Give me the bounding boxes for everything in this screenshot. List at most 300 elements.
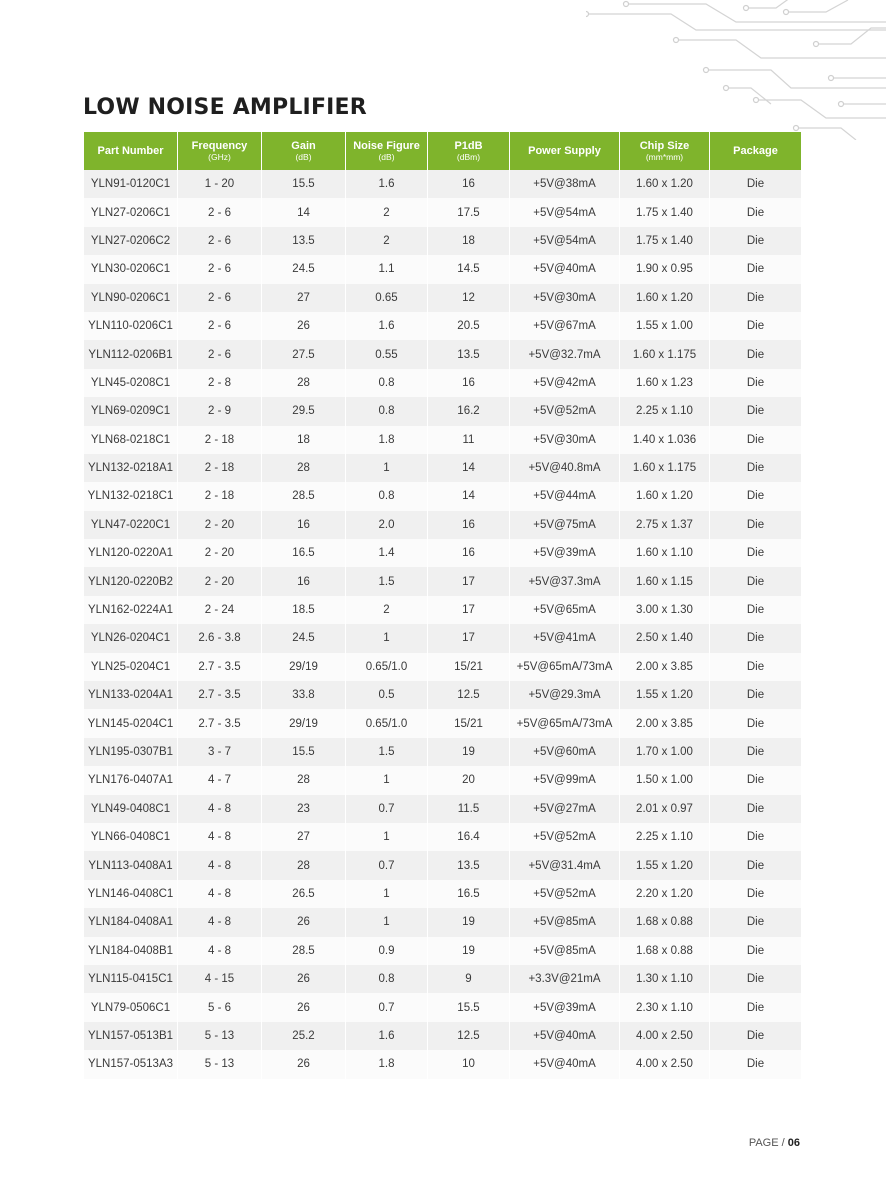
frequency-cell: 2 - 6	[178, 198, 262, 226]
p1db-cell: 14	[428, 454, 510, 482]
table-row	[84, 624, 801, 652]
p1db-cell: 16.2	[428, 397, 510, 425]
column-header-unit: (mm*mm)	[645, 152, 684, 162]
part-number-cell: YLN79-0506C1	[84, 993, 178, 1021]
noise-figure-cell: 0.7	[346, 795, 428, 823]
gain-cell: 23	[262, 795, 346, 823]
package-cell: Die	[710, 227, 801, 255]
frequency-cell: 4 - 8	[178, 937, 262, 965]
gain-cell: 28	[262, 766, 346, 794]
package-cell: Die	[710, 312, 801, 340]
chip-size-cell: 2.30 x 1.10	[620, 993, 710, 1021]
noise-figure-cell: 0.8	[346, 965, 428, 993]
noise-figure-cell: 0.7	[346, 851, 428, 879]
table-row	[84, 1050, 801, 1078]
chip-size-cell: 1.60 x 1.10	[620, 539, 710, 567]
gain-cell: 26	[262, 965, 346, 993]
p1db-cell: 16	[428, 369, 510, 397]
chip-size-cell: 1.30 x 1.10	[620, 965, 710, 993]
column-header	[428, 132, 510, 170]
chip-size-cell: 1.60 x 1.20	[620, 482, 710, 510]
package-cell: Die	[710, 653, 801, 681]
frequency-cell: 2.7 - 3.5	[178, 681, 262, 709]
gain-cell: 27	[262, 823, 346, 851]
frequency-cell: 4 - 8	[178, 908, 262, 936]
frequency-cell: 2 - 20	[178, 511, 262, 539]
power-supply-cell: +5V@52mA	[510, 397, 620, 425]
gain-cell: 27	[262, 284, 346, 312]
part-number-cell: YLN157-0513A3	[84, 1050, 178, 1078]
frequency-cell: 2 - 6	[178, 340, 262, 368]
p1db-cell: 17	[428, 596, 510, 624]
power-supply-cell: +5V@29.3mA	[510, 681, 620, 709]
package-cell: Die	[710, 823, 801, 851]
column-header-label: Noise Figure	[353, 140, 420, 152]
gain-cell: 29/19	[262, 653, 346, 681]
part-number-cell: YLN27-0206C1	[84, 198, 178, 226]
noise-figure-cell: 1.5	[346, 567, 428, 595]
power-supply-cell: +5V@54mA	[510, 227, 620, 255]
chip-size-cell: 1.68 x 0.88	[620, 908, 710, 936]
package-cell: Die	[710, 255, 801, 283]
part-number-cell: YLN184-0408A1	[84, 908, 178, 936]
frequency-cell: 2 - 24	[178, 596, 262, 624]
gain-cell: 13.5	[262, 227, 346, 255]
power-supply-cell: +5V@85mA	[510, 908, 620, 936]
table-row	[84, 284, 801, 312]
frequency-cell: 2 - 6	[178, 284, 262, 312]
table-row	[84, 908, 801, 936]
p1db-cell: 18	[428, 227, 510, 255]
gain-cell: 15.5	[262, 738, 346, 766]
part-number-cell: YLN132-0218C1	[84, 482, 178, 510]
chip-size-cell: 1.68 x 0.88	[620, 937, 710, 965]
frequency-cell: 4 - 8	[178, 851, 262, 879]
column-header-label: Chip Size	[639, 140, 690, 152]
power-supply-cell: +5V@65mA/73mA	[510, 653, 620, 681]
part-number-cell: YLN113-0408A1	[84, 851, 178, 879]
part-number-cell: YLN176-0407A1	[84, 766, 178, 794]
gain-cell: 28	[262, 369, 346, 397]
part-number-cell: YLN162-0224A1	[84, 596, 178, 624]
gain-cell: 26	[262, 993, 346, 1021]
part-number-cell: YLN45-0208C1	[84, 369, 178, 397]
noise-figure-cell: 2	[346, 198, 428, 226]
chip-size-cell: 4.00 x 2.50	[620, 1022, 710, 1050]
frequency-cell: 4 - 8	[178, 795, 262, 823]
noise-figure-cell: 0.65	[346, 284, 428, 312]
column-header-unit: (dB)	[378, 152, 395, 162]
part-number-cell: YLN132-0218A1	[84, 454, 178, 482]
frequency-cell: 2.6 - 3.8	[178, 624, 262, 652]
part-number-cell: YLN110-0206C1	[84, 312, 178, 340]
package-cell: Die	[710, 539, 801, 567]
noise-figure-cell: 1.6	[346, 1022, 428, 1050]
noise-figure-cell: 2.0	[346, 511, 428, 539]
chip-size-cell: 2.50 x 1.40	[620, 624, 710, 652]
frequency-cell: 2.7 - 3.5	[178, 709, 262, 737]
column-header-label: Part Number	[97, 145, 164, 157]
p1db-cell: 15.5	[428, 993, 510, 1021]
page-number	[749, 1137, 800, 1149]
noise-figure-cell: 2	[346, 227, 428, 255]
p1db-cell: 20	[428, 766, 510, 794]
gain-cell: 29.5	[262, 397, 346, 425]
gain-cell: 24.5	[262, 255, 346, 283]
column-header	[346, 132, 428, 170]
noise-figure-cell: 0.8	[346, 482, 428, 510]
table-row	[84, 454, 801, 482]
gain-cell: 28.5	[262, 937, 346, 965]
p1db-cell: 17	[428, 624, 510, 652]
noise-figure-cell: 1.8	[346, 1050, 428, 1078]
part-number-cell: YLN30-0206C1	[84, 255, 178, 283]
frequency-cell: 4 - 7	[178, 766, 262, 794]
noise-figure-cell: 0.9	[346, 937, 428, 965]
part-number-cell: YLN133-0204A1	[84, 681, 178, 709]
p1db-cell: 13.5	[428, 851, 510, 879]
table-row	[84, 795, 801, 823]
noise-figure-cell: 2	[346, 596, 428, 624]
frequency-cell: 2 - 8	[178, 369, 262, 397]
power-supply-cell: +5V@54mA	[510, 198, 620, 226]
frequency-cell: 4 - 8	[178, 823, 262, 851]
part-number-cell: YLN25-0204C1	[84, 653, 178, 681]
table-row	[84, 511, 801, 539]
chip-size-cell: 1.70 x 1.00	[620, 738, 710, 766]
power-supply-cell: +5V@39mA	[510, 539, 620, 567]
power-supply-cell: +5V@38mA	[510, 170, 620, 198]
column-header-unit: (dBm)	[456, 152, 481, 162]
noise-figure-cell: 1	[346, 624, 428, 652]
frequency-cell: 2 - 6	[178, 227, 262, 255]
power-supply-cell: +5V@75mA	[510, 511, 620, 539]
noise-figure-cell: 0.7	[346, 993, 428, 1021]
chip-size-cell: 2.00 x 3.85	[620, 653, 710, 681]
frequency-cell: 5 - 6	[178, 993, 262, 1021]
table-row	[84, 170, 801, 198]
frequency-cell: 2 - 20	[178, 567, 262, 595]
chip-size-cell: 2.01 x 0.97	[620, 795, 710, 823]
gain-cell: 18	[262, 426, 346, 454]
package-cell: Die	[710, 880, 801, 908]
noise-figure-cell: 0.8	[346, 369, 428, 397]
power-supply-cell: +5V@39mA	[510, 993, 620, 1021]
table-row	[84, 426, 801, 454]
noise-figure-cell: 1	[346, 908, 428, 936]
frequency-cell: 2 - 6	[178, 255, 262, 283]
power-supply-cell: +5V@67mA	[510, 312, 620, 340]
power-supply-cell: +5V@99mA	[510, 766, 620, 794]
frequency-cell: 3 - 7	[178, 738, 262, 766]
package-cell: Die	[710, 596, 801, 624]
package-cell: Die	[710, 766, 801, 794]
power-supply-cell: +5V@37.3mA	[510, 567, 620, 595]
chip-size-cell: 1.90 x 0.95	[620, 255, 710, 283]
p1db-cell: 13.5	[428, 340, 510, 368]
gain-cell: 29/19	[262, 709, 346, 737]
table-row	[84, 369, 801, 397]
chip-size-cell: 1.60 x 1.20	[620, 284, 710, 312]
column-header-label: P1dB	[454, 140, 483, 152]
noise-figure-cell: 1	[346, 823, 428, 851]
chip-size-cell: 2.00 x 3.85	[620, 709, 710, 737]
table-row	[84, 312, 801, 340]
p1db-cell: 11	[428, 426, 510, 454]
power-supply-cell: +5V@40mA	[510, 1022, 620, 1050]
power-supply-cell: +5V@40.8mA	[510, 454, 620, 482]
p1db-cell: 12.5	[428, 681, 510, 709]
frequency-cell: 2 - 6	[178, 312, 262, 340]
power-supply-cell: +5V@40mA	[510, 255, 620, 283]
table-row	[84, 965, 801, 993]
part-number-cell: YLN115-0415C1	[84, 965, 178, 993]
column-header	[620, 132, 710, 170]
gain-cell: 28	[262, 454, 346, 482]
gain-cell: 24.5	[262, 624, 346, 652]
table-row	[84, 227, 801, 255]
noise-figure-cell: 1.1	[346, 255, 428, 283]
part-number-cell: YLN91-0120C1	[84, 170, 178, 198]
frequency-cell: 2 - 18	[178, 482, 262, 510]
table-row	[84, 397, 801, 425]
power-supply-cell: +5V@27mA	[510, 795, 620, 823]
table-row	[84, 993, 801, 1021]
gain-cell: 16	[262, 511, 346, 539]
power-supply-cell: +5V@65mA/73mA	[510, 709, 620, 737]
p1db-cell: 16	[428, 511, 510, 539]
gain-cell: 26.5	[262, 880, 346, 908]
table-body	[84, 170, 801, 1079]
package-cell: Die	[710, 1022, 801, 1050]
circuit-lines-icon	[586, 0, 886, 140]
package-cell: Die	[710, 908, 801, 936]
spec-table	[84, 132, 801, 1079]
part-number-cell: YLN90-0206C1	[84, 284, 178, 312]
part-number-cell: YLN26-0204C1	[84, 624, 178, 652]
noise-figure-cell: 1.8	[346, 426, 428, 454]
column-header-label: Frequency	[191, 140, 248, 152]
chip-size-cell: 1.50 x 1.00	[620, 766, 710, 794]
gain-cell: 28.5	[262, 482, 346, 510]
gain-cell: 26	[262, 1050, 346, 1078]
package-cell: Die	[710, 170, 801, 198]
part-number-cell: YLN27-0206C2	[84, 227, 178, 255]
package-cell: Die	[710, 369, 801, 397]
gain-cell: 26	[262, 312, 346, 340]
package-cell: Die	[710, 624, 801, 652]
package-cell: Die	[710, 937, 801, 965]
table-row	[84, 738, 801, 766]
p1db-cell: 20.5	[428, 312, 510, 340]
p1db-cell: 12	[428, 284, 510, 312]
frequency-cell: 2 - 18	[178, 454, 262, 482]
frequency-cell: 5 - 13	[178, 1022, 262, 1050]
power-supply-cell: +5V@31.4mA	[510, 851, 620, 879]
chip-size-cell: 2.75 x 1.37	[620, 511, 710, 539]
table-row	[84, 681, 801, 709]
package-cell: Die	[710, 795, 801, 823]
frequency-cell: 4 - 8	[178, 880, 262, 908]
part-number-cell: YLN66-0408C1	[84, 823, 178, 851]
page-number-value: 06	[787, 1137, 800, 1149]
p1db-cell: 11.5	[428, 795, 510, 823]
frequency-cell: 4 - 15	[178, 965, 262, 993]
chip-size-cell: 2.25 x 1.10	[620, 397, 710, 425]
package-cell: Die	[710, 284, 801, 312]
table-row	[84, 539, 801, 567]
package-cell: Die	[710, 993, 801, 1021]
package-cell: Die	[710, 1050, 801, 1078]
part-number-cell: YLN145-0204C1	[84, 709, 178, 737]
page-title: LOW NOISE AMPLIFIER	[83, 95, 367, 120]
noise-figure-cell: 1	[346, 880, 428, 908]
noise-figure-cell: 0.8	[346, 397, 428, 425]
p1db-cell: 19	[428, 937, 510, 965]
noise-figure-cell: 1.5	[346, 738, 428, 766]
page-label: PAGE /	[748, 1137, 788, 1149]
noise-figure-cell: 1	[346, 454, 428, 482]
chip-size-cell: 1.40 x 1.036	[620, 426, 710, 454]
gain-cell: 14	[262, 198, 346, 226]
p1db-cell: 17	[428, 567, 510, 595]
gain-cell: 18.5	[262, 596, 346, 624]
package-cell: Die	[710, 709, 801, 737]
power-supply-cell: +3.3V@21mA	[510, 965, 620, 993]
p1db-cell: 10	[428, 1050, 510, 1078]
noise-figure-cell: 0.5	[346, 681, 428, 709]
column-header-label: Gain	[291, 140, 316, 152]
gain-cell: 16.5	[262, 539, 346, 567]
noise-figure-cell: 0.55	[346, 340, 428, 368]
power-supply-cell: +5V@52mA	[510, 880, 620, 908]
chip-size-cell: 1.55 x 1.20	[620, 851, 710, 879]
part-number-cell: YLN47-0220C1	[84, 511, 178, 539]
table-row	[84, 255, 801, 283]
power-supply-cell: +5V@30mA	[510, 284, 620, 312]
package-cell: Die	[710, 851, 801, 879]
chip-size-cell: 1.60 x 1.15	[620, 567, 710, 595]
table-row	[84, 937, 801, 965]
table-row	[84, 653, 801, 681]
part-number-cell: YLN112-0206B1	[84, 340, 178, 368]
table-row	[84, 823, 801, 851]
power-supply-cell: +5V@52mA	[510, 823, 620, 851]
part-number-cell: YLN146-0408C1	[84, 880, 178, 908]
chip-size-cell: 4.00 x 2.50	[620, 1050, 710, 1078]
package-cell: Die	[710, 397, 801, 425]
chip-size-cell: 3.00 x 1.30	[620, 596, 710, 624]
package-cell: Die	[710, 454, 801, 482]
p1db-cell: 16	[428, 539, 510, 567]
column-header	[710, 132, 801, 170]
package-cell: Die	[710, 198, 801, 226]
gain-cell: 25.2	[262, 1022, 346, 1050]
p1db-cell: 12.5	[428, 1022, 510, 1050]
gain-cell: 33.8	[262, 681, 346, 709]
noise-figure-cell: 1.4	[346, 539, 428, 567]
part-number-cell: YLN68-0218C1	[84, 426, 178, 454]
package-cell: Die	[710, 738, 801, 766]
p1db-cell: 17.5	[428, 198, 510, 226]
gain-cell: 16	[262, 567, 346, 595]
noise-figure-cell: 1.6	[346, 312, 428, 340]
package-cell: Die	[710, 426, 801, 454]
gain-cell: 15.5	[262, 170, 346, 198]
p1db-cell: 19	[428, 908, 510, 936]
table-row	[84, 198, 801, 226]
package-cell: Die	[710, 482, 801, 510]
power-supply-cell: +5V@65mA	[510, 596, 620, 624]
header-row	[84, 132, 801, 170]
part-number-cell: YLN157-0513B1	[84, 1022, 178, 1050]
p1db-cell: 16	[428, 170, 510, 198]
column-header	[262, 132, 346, 170]
table-row	[84, 1022, 801, 1050]
noise-figure-cell: 1.6	[346, 170, 428, 198]
column-header-unit: (GHz)	[208, 152, 231, 162]
p1db-cell: 16.4	[428, 823, 510, 851]
package-cell: Die	[710, 965, 801, 993]
table-row	[84, 567, 801, 595]
power-supply-cell: +5V@41mA	[510, 624, 620, 652]
part-number-cell: YLN120-0220B2	[84, 567, 178, 595]
power-supply-cell: +5V@40mA	[510, 1050, 620, 1078]
table-row	[84, 596, 801, 624]
p1db-cell: 15/21	[428, 709, 510, 737]
table-row	[84, 851, 801, 879]
noise-figure-cell: 0.65/1.0	[346, 653, 428, 681]
column-header	[178, 132, 262, 170]
frequency-cell: 1 - 20	[178, 170, 262, 198]
power-supply-cell: +5V@30mA	[510, 426, 620, 454]
power-supply-cell: +5V@42mA	[510, 369, 620, 397]
part-number-cell: YLN120-0220A1	[84, 539, 178, 567]
noise-figure-cell: 1	[346, 766, 428, 794]
p1db-cell: 15/21	[428, 653, 510, 681]
chip-size-cell: 2.20 x 1.20	[620, 880, 710, 908]
frequency-cell: 5 - 13	[178, 1050, 262, 1078]
part-number-cell: YLN195-0307B1	[84, 738, 178, 766]
chip-size-cell: 1.75 x 1.40	[620, 227, 710, 255]
chip-size-cell: 1.55 x 1.00	[620, 312, 710, 340]
table-header	[84, 132, 801, 170]
chip-size-cell: 1.55 x 1.20	[620, 681, 710, 709]
chip-size-cell: 1.60 x 1.175	[620, 340, 710, 368]
column-header-label: Package	[733, 145, 778, 157]
package-cell: Die	[710, 511, 801, 539]
noise-figure-cell: 0.65/1.0	[346, 709, 428, 737]
p1db-cell: 9	[428, 965, 510, 993]
frequency-cell: 2 - 9	[178, 397, 262, 425]
p1db-cell: 19	[428, 738, 510, 766]
gain-cell: 26	[262, 908, 346, 936]
power-supply-cell: +5V@85mA	[510, 937, 620, 965]
power-supply-cell: +5V@44mA	[510, 482, 620, 510]
table-row	[84, 482, 801, 510]
package-cell: Die	[710, 681, 801, 709]
table-row	[84, 880, 801, 908]
p1db-cell: 14.5	[428, 255, 510, 283]
column-header	[84, 132, 178, 170]
frequency-cell: 2 - 20	[178, 539, 262, 567]
chip-size-cell: 1.60 x 1.175	[620, 454, 710, 482]
part-number-cell: YLN49-0408C1	[84, 795, 178, 823]
chip-size-cell: 2.25 x 1.10	[620, 823, 710, 851]
frequency-cell: 2.7 - 3.5	[178, 653, 262, 681]
table-row	[84, 766, 801, 794]
gain-cell: 27.5	[262, 340, 346, 368]
